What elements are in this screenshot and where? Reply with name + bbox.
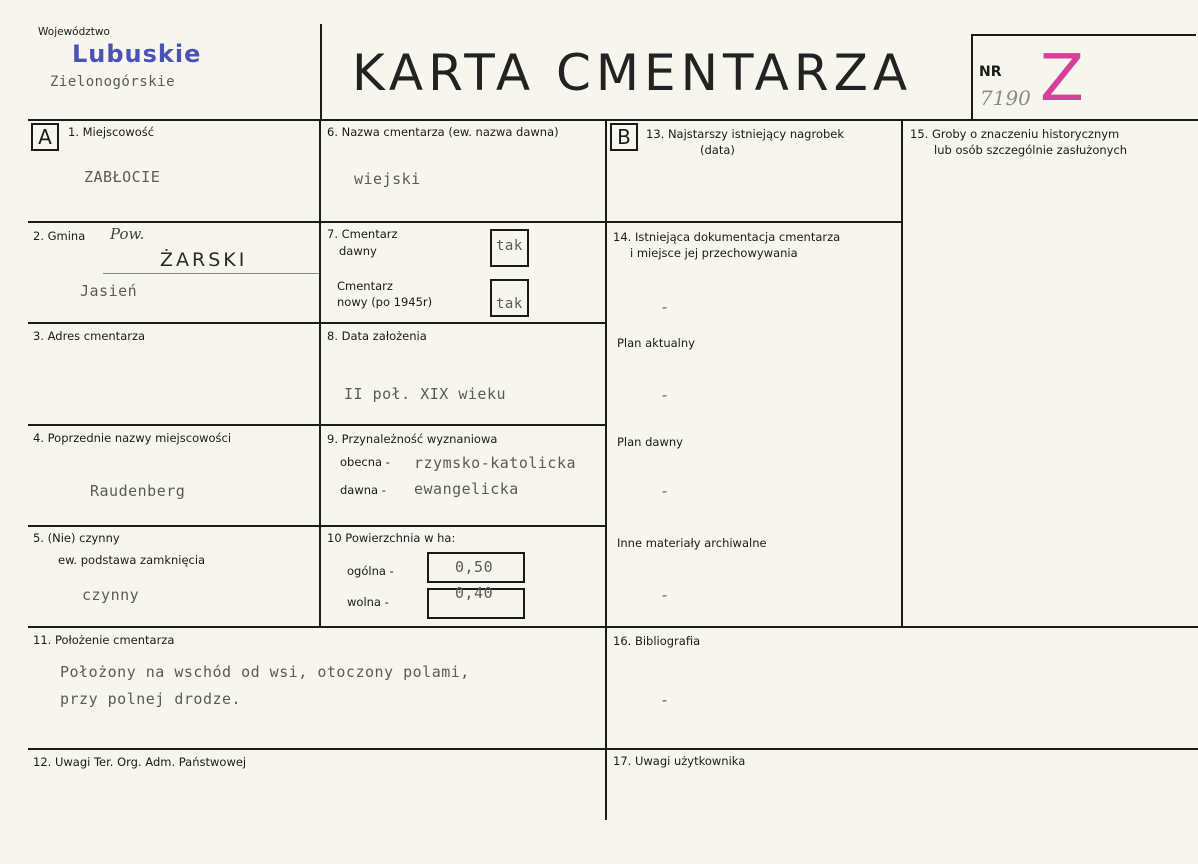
record-letter-handwritten: Z — [1040, 42, 1084, 116]
plan-current-label: Plan aktualny — [617, 336, 695, 350]
field-7-new-sublabel: nowy (po 1945r) — [337, 295, 433, 309]
voivodeship-stamp: Lubuskie — [72, 40, 202, 68]
field-4-value: Raudenberg — [90, 482, 186, 500]
field-7-new-label: Cmentarz — [337, 279, 393, 293]
plan-old-value: - — [660, 482, 670, 500]
field-11-label: 11. Położenie cmentarza — [33, 633, 175, 647]
field-10-total-label: ogólna - — [347, 564, 394, 578]
field-6-label: 6. Nazwa cmentarza (ew. nazwa dawna) — [327, 125, 559, 139]
field-2-handwritten: Pow. — [110, 225, 145, 243]
divider-header-vertical — [320, 24, 322, 120]
card-title: KARTA CMENTARZA — [352, 44, 913, 102]
field-9-former-value: ewangelicka — [414, 480, 519, 498]
field-9-label: 9. Przynależność wyznaniowa — [327, 432, 498, 446]
field-15-label: 15. Groby o znaczeniu historycznym — [910, 127, 1120, 141]
field-17-label: 17. Uwagi użytkownika — [613, 754, 746, 768]
field-1-label: 1. Miejscowość — [68, 125, 155, 139]
field-10-free-label: wolna - — [347, 595, 389, 609]
plan-current-value: - — [660, 386, 670, 404]
field-2-stamp: ŻARSKI — [160, 249, 248, 271]
field-15-sublabel: lub osób szczególnie zasłużonych — [934, 143, 1128, 157]
divider-row-6 — [28, 748, 1198, 750]
field-5-label: 5. (Nie) czynny — [33, 531, 120, 545]
field-11-line-1: Położony na wschód od wsi, otoczony polami, — [60, 663, 470, 681]
field-16-label: 16. Bibliografia — [613, 634, 701, 648]
field-14-label: 14. Istniejąca dokumentacja cmentarza — [613, 230, 841, 244]
field-2-value: Jasień — [80, 282, 138, 300]
voivodeship-old: Zielonogórskie — [50, 74, 176, 90]
divider-col-3 — [901, 120, 903, 628]
field-13-sublabel: (data) — [700, 143, 735, 157]
field-4-label: 4. Poprzednie nazwy miejscowości — [33, 431, 232, 445]
field-9-current-label: obecna - — [340, 455, 390, 469]
field-8-value: II poł. XIX wieku — [344, 385, 507, 403]
record-number-handwritten: 7190 — [980, 86, 1031, 110]
field-9-former-label: dawna - — [340, 483, 386, 497]
field-10-total-value: 0,50 — [455, 558, 494, 576]
divider-row-2 — [28, 322, 607, 324]
field-5-sublabel: ew. podstawa zamknięcia — [58, 553, 206, 567]
field-10-free-value: 0,40 — [455, 584, 494, 602]
field-13-label: 13. Najstarszy istniejący nagrobek — [646, 127, 845, 141]
plan-old-label: Plan dawny — [617, 435, 683, 449]
other-materials-label: Inne materiały archiwalne — [617, 536, 767, 550]
section-a-badge: A — [31, 123, 59, 151]
other-materials-value: - — [660, 586, 670, 604]
field-14-sublabel: i miejsce jej przechowywania — [630, 246, 798, 260]
divider-row-3 — [28, 424, 607, 426]
field-7-old-label: 7. Cmentarz — [327, 227, 398, 241]
field-7-new-value: tak — [496, 296, 523, 312]
field-8-label: 8. Data założenia — [327, 329, 427, 343]
divider-col-1 — [319, 120, 321, 628]
divider-row-1b — [605, 221, 903, 223]
field-9-current-value: rzymsko-katolicka — [414, 454, 577, 472]
field-5-value: czynny — [82, 586, 140, 604]
field-14-value: - — [660, 298, 670, 316]
field-6-value: wiejski — [354, 170, 421, 188]
field-11-line-2: przy polnej drodze. — [60, 690, 242, 708]
section-b-badge: B — [610, 123, 638, 151]
field-7-old-sublabel: dawny — [339, 244, 377, 258]
divider-col-2 — [605, 120, 607, 820]
record-number-label: NR — [979, 64, 1002, 80]
field-10-label: 10 Powierzchnia w ha: — [327, 531, 456, 545]
field-12-label: 12. Uwagi Ter. Org. Adm. Państwowej — [33, 755, 247, 769]
field-3-label: 3. Adres cmentarza — [33, 329, 146, 343]
field-7-old-value: tak — [496, 238, 523, 254]
field-2-label: 2. Gmina — [33, 229, 86, 243]
divider-row-5 — [28, 626, 1198, 628]
gmina-underline — [103, 273, 319, 274]
field-1-value: ZABŁOCIE — [84, 168, 161, 186]
divider-row-4 — [28, 525, 607, 527]
voivodeship-label: Województwo — [38, 26, 110, 38]
divider-row-1 — [28, 221, 607, 223]
field-16-value: - — [660, 691, 670, 709]
